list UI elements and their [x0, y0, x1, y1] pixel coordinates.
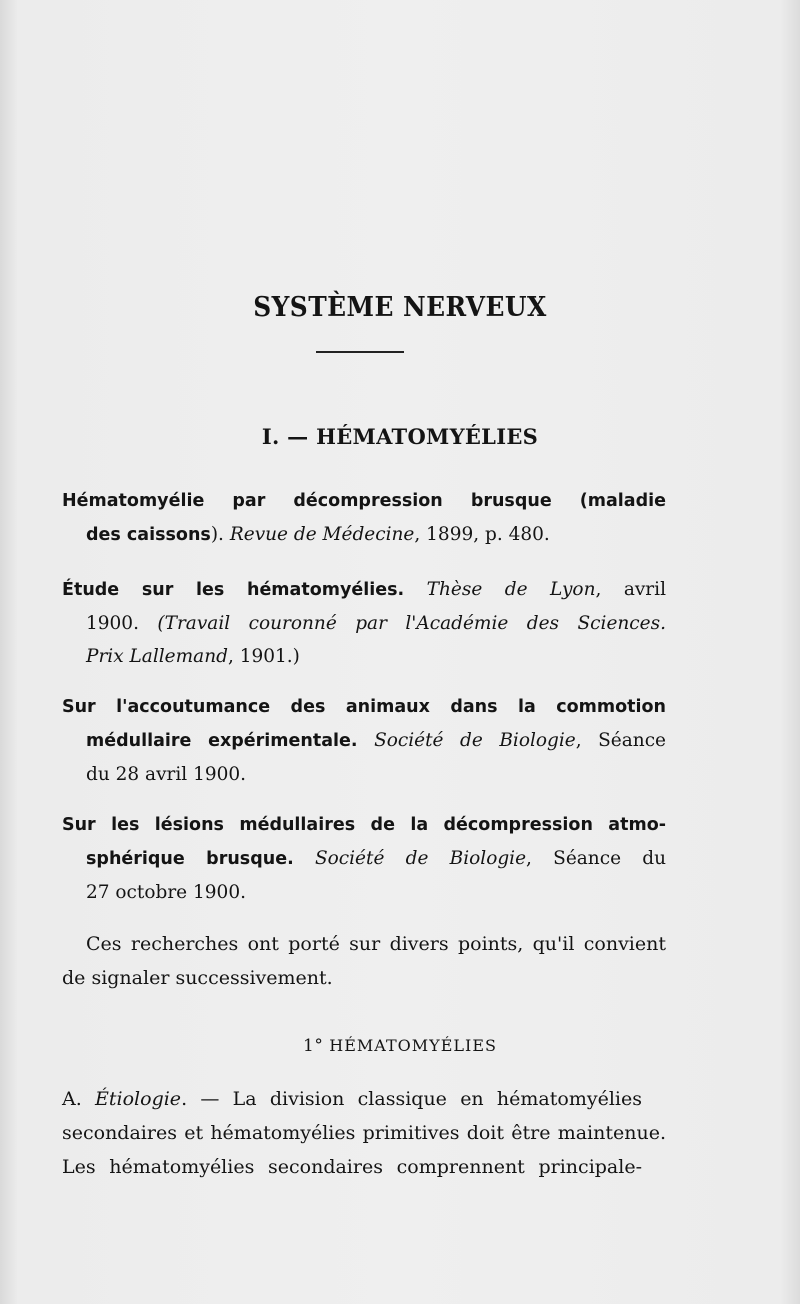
- bold-title-text: Sur l'accoutumance des animaux dans la commotion: [62, 697, 666, 717]
- italic-citation-text: Société de Biologie: [374, 730, 576, 751]
- entry-line: [62, 842, 666, 876]
- citation-text: [404, 579, 426, 600]
- entry-line: [62, 808, 666, 842]
- citation-text: , 1901.): [227, 646, 300, 667]
- entry-line: [62, 640, 666, 673]
- citation-text: , avril: [595, 579, 666, 600]
- intro-line: de signaler successivement.: [62, 967, 333, 989]
- citation-text: , Séance du: [526, 848, 667, 869]
- bibliography-entry: [62, 484, 666, 552]
- section-heading: I. — HÉMATOMYÉLIES: [261, 424, 539, 449]
- citation-text: 27 octobre 1900.: [86, 882, 246, 903]
- entry-line: [62, 758, 666, 791]
- subsection-title: HÉMATOMYÉLIES: [329, 1036, 497, 1055]
- entry-line: [62, 607, 666, 640]
- bibliography-entry: [62, 573, 666, 673]
- entry-line: [62, 573, 666, 607]
- citation-text: [358, 730, 375, 751]
- entry-line: [62, 690, 666, 724]
- citation-text: ).: [210, 524, 230, 545]
- bold-title-text: des caissons: [86, 525, 211, 545]
- bibliography-entry: [62, 808, 666, 909]
- body-line: [62, 1116, 666, 1150]
- entry-line: [62, 724, 666, 758]
- citation-text: 1900.: [86, 613, 158, 634]
- citation-text: . — La division classique en hématomyélies: [181, 1088, 642, 1110]
- bibliography-entry: [62, 690, 666, 791]
- body-line: [62, 1150, 642, 1184]
- citation-text: [294, 848, 315, 869]
- intro-line: Ces recherches ont porté sur divers points, qu'il convient: [86, 933, 666, 955]
- italic-citation-text: Prix Lallemand: [86, 646, 228, 667]
- body-paragraph: [62, 1082, 666, 1184]
- subsection-number: 1°: [303, 1036, 324, 1056]
- entry-line: [62, 484, 666, 518]
- bold-title-text: sphérique brusque.: [86, 849, 294, 869]
- citation-text: secondaires et hématomyélies primitives doit être maintenue.: [62, 1122, 666, 1144]
- entry-line: [62, 518, 666, 552]
- page-title: SYSTÈME NERVEUX: [253, 292, 547, 323]
- italic-citation-text: Revue de Médecine: [229, 524, 415, 545]
- citation-text: , 1899, p. 480.: [414, 524, 550, 545]
- intro-paragraph: [62, 927, 666, 995]
- citation-text: du 28 avril 1900.: [86, 764, 247, 785]
- italic-citation-text: Étiologie: [95, 1088, 182, 1110]
- bold-title-text: Étude sur les hématomyélies.: [62, 580, 405, 600]
- citation-text: A.: [62, 1088, 96, 1110]
- subsection-heading: [0, 1036, 800, 1056]
- bold-title-text: médullaire expérimentale.: [86, 731, 358, 751]
- italic-citation-text: Thèse de Lyon: [426, 579, 596, 600]
- body-line: [62, 1082, 642, 1116]
- italic-citation-text: (Travail couronné par l'Académie des Sciences.: [157, 613, 666, 634]
- bold-title-text: Sur les lésions médullaires de la décompression atmo-: [62, 815, 666, 835]
- citation-text: , Séance: [575, 730, 667, 751]
- citation-text: Les hématomyélies secondaires comprennent principale-: [62, 1156, 642, 1178]
- italic-citation-text: Société de Biologie: [314, 848, 527, 869]
- title-underline: [316, 351, 404, 353]
- bold-title-text: Hématomyélie par décompression brusque (maladie: [62, 491, 666, 511]
- entry-line: [62, 876, 666, 909]
